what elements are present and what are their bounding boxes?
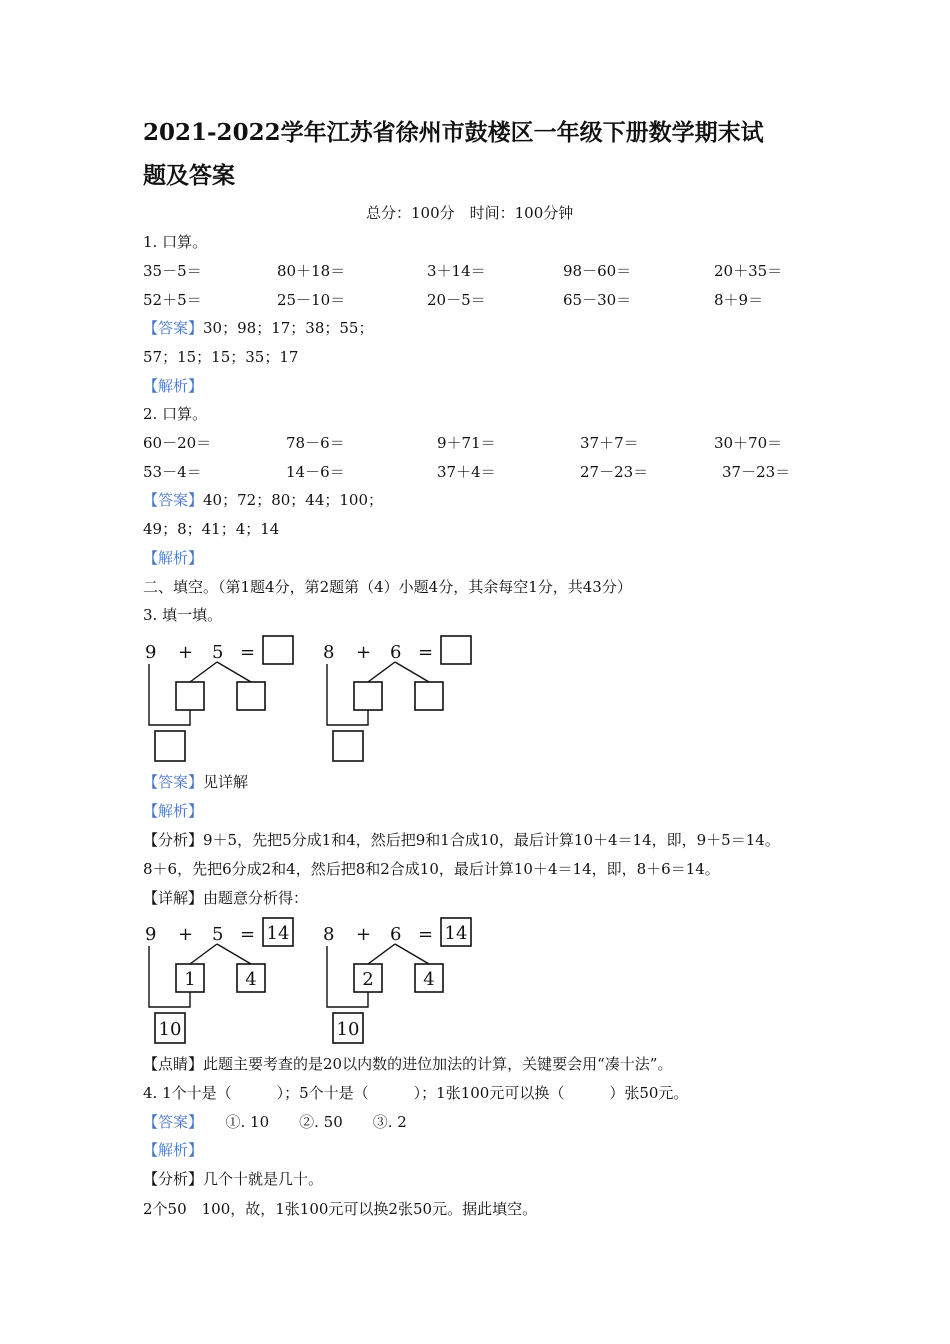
q1-answer-text-1: 30；98；17；38；55；: [203, 319, 374, 337]
doc-title-line2: 题及答案: [143, 162, 235, 189]
ten-box[interactable]: [333, 731, 363, 761]
q4-question: 4. 1个十是（ ）；5个十是（ ）；1张100元可以换（ ）张50元。: [143, 1084, 689, 1102]
addend-a: 9: [145, 642, 157, 663]
q1-item: 35－5＝: [143, 262, 202, 280]
q2-answer-text-2: 49；8；41；4；14: [143, 520, 280, 538]
answer-tag: 【答案】: [143, 773, 204, 791]
q3-fenxi-line2: 8＋6，先把6分成2和4，然后把8和2合成10，最后计算10＋4＝14，即，8＋6＝14。: [143, 860, 720, 878]
split-box-1[interactable]: [176, 682, 204, 710]
q3-answer-text: 见详解: [203, 773, 249, 791]
q3-xiangjie: [143, 888, 308, 908]
result-box[interactable]: [441, 636, 471, 664]
q2-analysis-tag: 【解析】: [143, 549, 204, 567]
q3-answer: [143, 772, 248, 792]
make-ten-answer-right: [318, 914, 478, 1046]
addend-a: 8: [323, 924, 335, 945]
q2-answer: [143, 490, 383, 510]
q3-fenxi: [143, 830, 780, 850]
q1-item: 3＋14＝: [427, 262, 486, 280]
q1-item: 25－10＝: [277, 291, 346, 309]
make-ten-answer-left: [140, 914, 300, 1046]
q2-item: 14－6＝: [286, 463, 345, 481]
q1-item: 65－30＝: [563, 291, 632, 309]
doc-title-line1: 2021-2022学年江苏省徐州市鼓楼区一年级下册数学期末试: [143, 119, 764, 146]
plus-sign: +: [178, 642, 194, 663]
equals-sign: =: [240, 642, 256, 663]
split-box-1[interactable]: [354, 682, 382, 710]
plus-sign: +: [178, 924, 194, 945]
addend-a: 9: [145, 924, 157, 945]
q3-fenxi-line1: 9＋5，先把5分成1和4，然后把9和1合成10，最后计算10＋4＝14，即，9＋5＝14。: [203, 831, 780, 849]
q4-fenxi-text: 几个十就是几十。: [203, 1170, 324, 1188]
addend-b: 5: [212, 642, 224, 663]
ten-box[interactable]: [155, 731, 185, 761]
plus-sign: +: [356, 642, 372, 663]
q1-item: 20－5＝: [427, 291, 486, 309]
split-box-2[interactable]: [415, 682, 443, 710]
ten-value: 10: [336, 1019, 360, 1040]
ten-value: 10: [158, 1019, 182, 1040]
answer-tag: 【答案】: [143, 1113, 196, 1131]
q2-item: 27－23＝: [580, 463, 649, 481]
fenxi-tag: 【分析】: [143, 831, 204, 849]
q1-item: 80＋18＝: [277, 262, 346, 280]
q3-dianjing-text: 此题主要考查的是20以内数的进位加法的计算，关键要会用“凑十法”。: [203, 1055, 673, 1073]
q1-item: 20＋35＝: [714, 262, 783, 280]
q2-item: 53－4＝: [143, 463, 202, 481]
q3-analysis-tag: 【解析】: [143, 802, 204, 820]
split-box-2[interactable]: [237, 682, 265, 710]
q4-answer: [143, 1112, 407, 1132]
q1-item: 98－60＝: [563, 262, 632, 280]
q2-item: 60－20＝: [143, 434, 212, 452]
result-box[interactable]: [263, 636, 293, 664]
q3-dianjing: [143, 1054, 672, 1074]
make-ten-diagram-right: [318, 632, 478, 764]
make-ten-diagram-left: [140, 632, 300, 764]
q2-item: 30＋70＝: [714, 434, 783, 452]
fenxi-tag: 【分析】: [143, 1170, 204, 1188]
score-time-info: 总分：100分 时间：100分钟: [366, 204, 574, 222]
section-2-heading: 二、填空。（第1题4分，第2题第（4）小题4分，其余每空1分，共43分）: [143, 578, 632, 596]
answer-tag: 【答案】: [143, 319, 204, 337]
q4-last-line: 2个50 100，故，1张100元可以换2张50元。据此填空。: [143, 1200, 538, 1218]
q1-answer: [143, 318, 373, 338]
answer-tag: 【答案】: [143, 491, 204, 509]
split-value-1: 2: [362, 969, 374, 990]
split-value-1: 1: [184, 969, 196, 990]
q2-heading: 2. 口算。: [143, 405, 208, 423]
q4-fenxi: [143, 1169, 323, 1189]
equals-sign: =: [418, 642, 434, 663]
addend-b: 5: [212, 924, 224, 945]
dianjing-tag: 【点睛】: [143, 1055, 204, 1073]
q2-item: 37＋7＝: [580, 434, 639, 452]
q2-item: 37－23＝: [722, 463, 791, 481]
addend-b: 6: [390, 924, 402, 945]
q4-answer-text: ①. 10 ②. 50 ③. 2: [195, 1113, 407, 1131]
equals-sign: =: [240, 924, 256, 945]
q3-heading: 3. 填一填。: [143, 606, 223, 624]
split-value-2: 4: [245, 969, 257, 990]
q1-heading: 1. 口算。: [143, 233, 208, 251]
q1-answer-text-2: 57；15；15；35；17: [143, 348, 299, 366]
q3-xiangjie-text: 由题意分析得：: [203, 889, 309, 907]
result-value: 14: [266, 923, 290, 944]
q2-item: 37＋4＝: [437, 463, 496, 481]
q2-item: 78－6＝: [286, 434, 345, 452]
split-value-2: 4: [423, 969, 435, 990]
result-value: 14: [444, 923, 468, 944]
xiangjie-tag: 【详解】: [143, 889, 204, 907]
q4-analysis-tag: 【解析】: [143, 1141, 204, 1159]
addend-b: 6: [390, 642, 402, 663]
q1-item: 8＋9＝: [714, 291, 764, 309]
q2-item: 9＋71＝: [437, 434, 496, 452]
q2-answer-text-1: 40；72；80；44；100；: [203, 491, 383, 509]
q1-item: 52＋5＝: [143, 291, 202, 309]
plus-sign: +: [356, 924, 372, 945]
equals-sign: =: [418, 924, 434, 945]
q1-analysis-tag: 【解析】: [143, 377, 204, 395]
addend-a: 8: [323, 642, 335, 663]
